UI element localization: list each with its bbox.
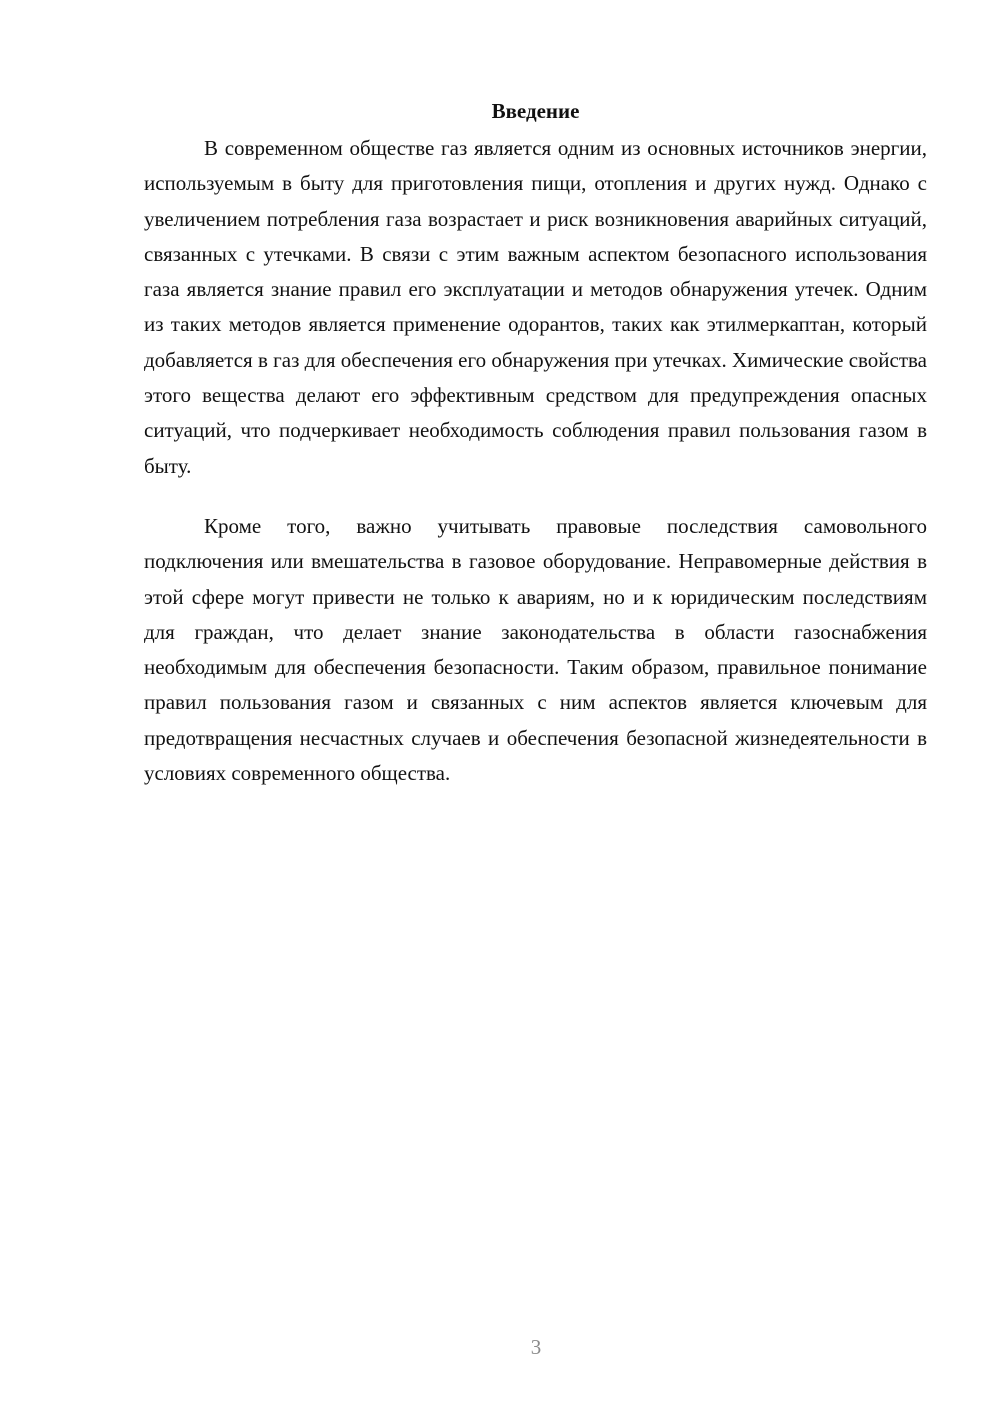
page-number: 3 <box>530 1335 542 1359</box>
section-heading: Введение <box>491 99 580 123</box>
paragraph-2: Кроме того, важно учитывать правовые последствия самовольного подключения или вмешательства в газовое оборудование. Неправомерные действия в этой сфере могут привести не только к авариям, но и к юридическим последствиям для граждан, что делает знание законодательства в области газоснабжения необходимым для обеспечения безопасности. Таким образом, правильное понимание правил пользования газом и связанных с ним аспектов является ключевым для предотвращения несчастных случаев и обеспечения безопасной жизнедеятельности в условиях современного общества. <box>144 513 927 786</box>
paragraph-1: В современном обществе газ является одним из основных источников энергии, используемым в быту для приготовления пищи, отопления и других нужд. Однако с увеличением потребления газа возрастает и риск возникновения аварийных ситуаций, связанных с утечками. В связи с этим важным аспектом безопасного использования газа является знание правил его эксплуатации и методов обнаружения утечек. Одним из таких методов является применение одорантов, таких как этилмеркаптан, который добавляется в газ для обеспечения его обнаружения при утечках. Химические свойства этого вещества делают его эффективным средством для предупреждения опасных ситуаций, что подчеркивает необходимость соблюдения правил пользования газом в быту. <box>144 136 927 478</box>
document-body <box>144 96 927 791</box>
